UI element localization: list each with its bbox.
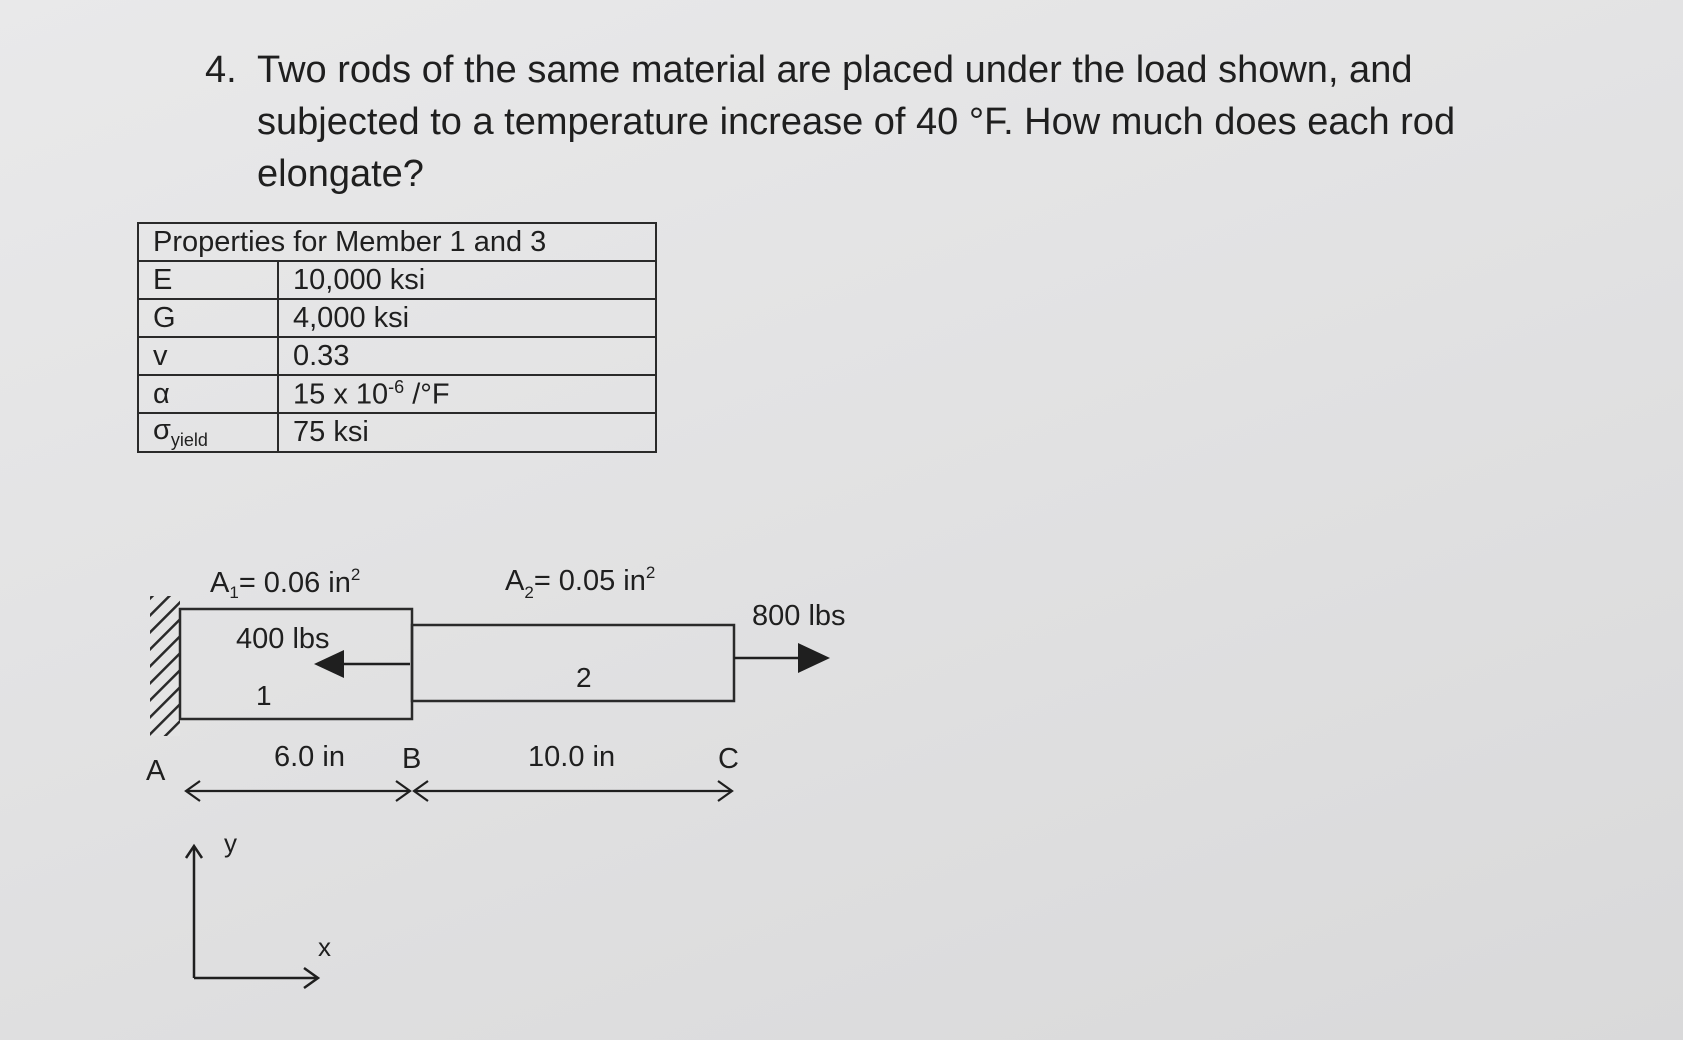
symbol-subscript: yield (170, 429, 208, 450)
symbol-base: σ (153, 414, 171, 446)
member-2-label: 2 (576, 662, 592, 693)
value-unit: /°F (404, 378, 450, 411)
member-1-label: 1 (256, 680, 272, 711)
value-exponent: -6 (388, 376, 405, 397)
axis-y-label: y (224, 828, 237, 858)
dimension-line-2 (414, 781, 732, 801)
axis-x-label: x (318, 932, 331, 962)
question-text: Two rods of the same material are placed under the load shown, and subjected to a temperature increase of 40 °F. How much does each rod elongate? (257, 49, 1456, 195)
point-c-label: C (718, 743, 739, 775)
value-cell: 75 ksi (278, 413, 656, 452)
symbol-cell: v (138, 337, 278, 375)
point-b-label: B (402, 743, 422, 775)
value-cell: 10,000 ksi (278, 261, 656, 299)
value-cell: 4,000 ksi (278, 299, 656, 337)
fixed-wall (150, 596, 180, 736)
symbol-cell: G (138, 299, 278, 337)
rod-2 (412, 625, 734, 701)
question-number: 4. (205, 49, 237, 91)
table-header: Properties for Member 1 and 3 (138, 223, 656, 261)
point-a-label: A (146, 755, 166, 787)
load-c-label: 800 lbs (752, 600, 846, 632)
dimension-line-1 (186, 781, 410, 801)
area-1-label: $A_1= 0.06$ $in^2$ (210, 565, 361, 602)
coordinate-axes-icon (186, 846, 318, 988)
symbol-cell: α (138, 375, 278, 413)
value-cell: 0.33 (278, 337, 656, 375)
area-2-label: $A_2= 0.05$ $in^2$ (505, 563, 656, 602)
load-arrow-right-icon (734, 643, 830, 673)
length-2-label: 10.0 in (528, 741, 616, 773)
length-1-label: 6.0 in (274, 741, 345, 773)
symbol-cell: E (138, 261, 278, 299)
load-b-label: 400 lbs (236, 623, 330, 655)
value-base: 15 x 10 (293, 378, 389, 411)
